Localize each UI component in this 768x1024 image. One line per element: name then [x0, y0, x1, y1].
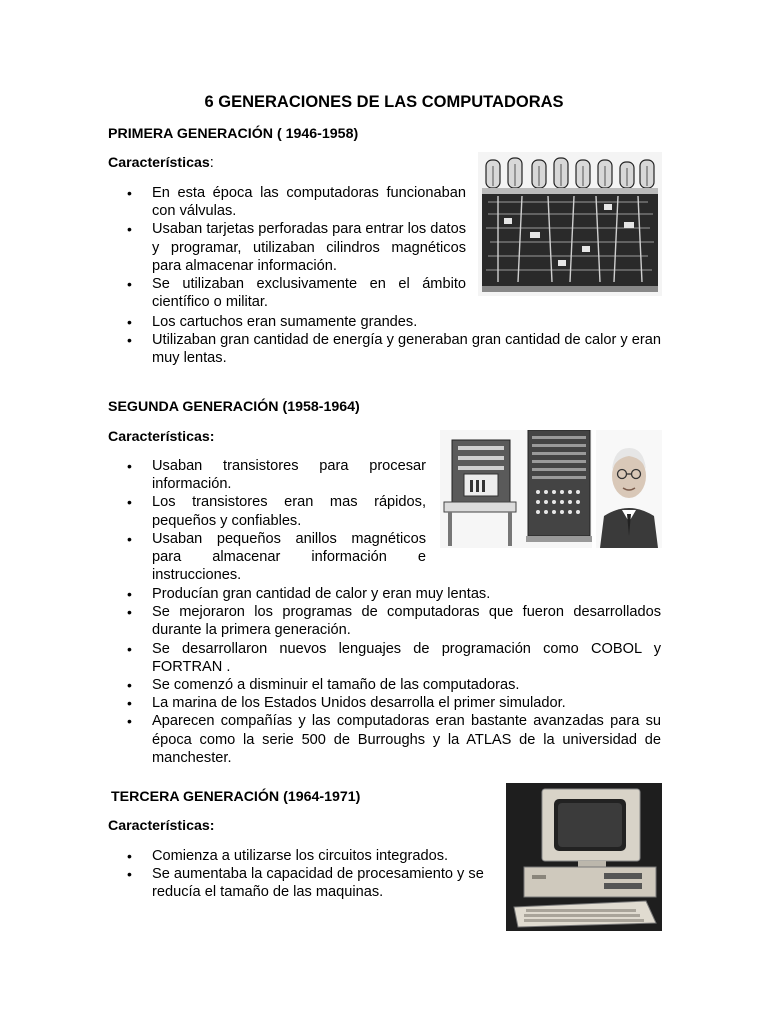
third-list: [108, 847, 498, 902]
list-item: • Se comenzó a disminuir el tamaño de las computadoras.: [108, 676, 661, 694]
list-item: • En esta época las computadoras funcionaban con válvulas.: [108, 184, 466, 220]
first-list-top: [108, 184, 466, 311]
list-item: • Producían gran cantidad de calor y eran muy lentas.: [108, 585, 661, 603]
list-item: • Usaban pequeños anillos magnéticos para almacenar información e instrucciones.: [108, 530, 426, 585]
list-item: • Se aumentaba la capacidad de procesamiento y se reducía el tamaño de las maquinas.: [108, 865, 498, 901]
second-list-top: [108, 457, 426, 584]
list-item: • Utilizaban gran cantidad de energía y generaban gran cantidad de calor y eran muy lentas.: [108, 331, 661, 367]
second-generation-label: Características:: [108, 429, 215, 445]
personal-computer-photo: [506, 783, 662, 931]
vacuum-tube-computer-photo: [478, 152, 662, 296]
list-item: • Los cartuchos eran sumamente grandes.: [108, 313, 661, 331]
list-item: • Usaban tarjetas perforadas para entrar los datos y programar, utilizaban cilindros magnéticos para almacenar información.: [108, 220, 466, 275]
first-label-text: Características: [108, 155, 210, 171]
list-item: • Los transistores eran mas rápidos, pequeños y confiables.: [108, 493, 426, 529]
third-generation-label: Características:: [108, 818, 215, 834]
list-item: • Comienza a utilizarse los circuitos integrados.: [108, 847, 498, 865]
second-generation-heading: SEGUNDA GENERACIÓN (1958-1964): [108, 399, 360, 415]
first-label-colon: :: [209, 155, 214, 171]
portrait-photo: [596, 430, 662, 548]
second-list-bottom: [108, 585, 661, 767]
list-item: • Usaban transistores para procesar información.: [108, 457, 426, 493]
third-generation-heading: TERCERA GENERACIÓN (1964-1971): [111, 789, 361, 805]
list-item: • Se utilizaban exclusivamente en el ámbito científico o militar.: [108, 275, 466, 311]
list-item: • Aparecen compañías y las computadoras eran bastante avanzadas para su época como la serie 500 de Burroughs y la ATLAS de la universidad de manchester.: [108, 712, 661, 767]
first-generation-label: [108, 154, 214, 172]
page-title: 6 GENERACIONES DE LAS COMPUTADORAS: [204, 93, 564, 111]
list-item: • La marina de los Estados Unidos desarrolla el primer simulador.: [108, 694, 661, 712]
first-list-bottom: [108, 313, 661, 368]
list-item: • Se mejoraron los programas de computadoras que fueron desarrollados durante la primera generación.: [108, 603, 661, 639]
transistor-computer-photo: [440, 430, 592, 548]
first-generation-heading: PRIMERA GENERACIÓN ( 1946-1958): [108, 126, 359, 142]
list-item: • Se desarrollaron nuevos lenguajes de programación como COBOL y FORTRAN .: [108, 640, 661, 676]
